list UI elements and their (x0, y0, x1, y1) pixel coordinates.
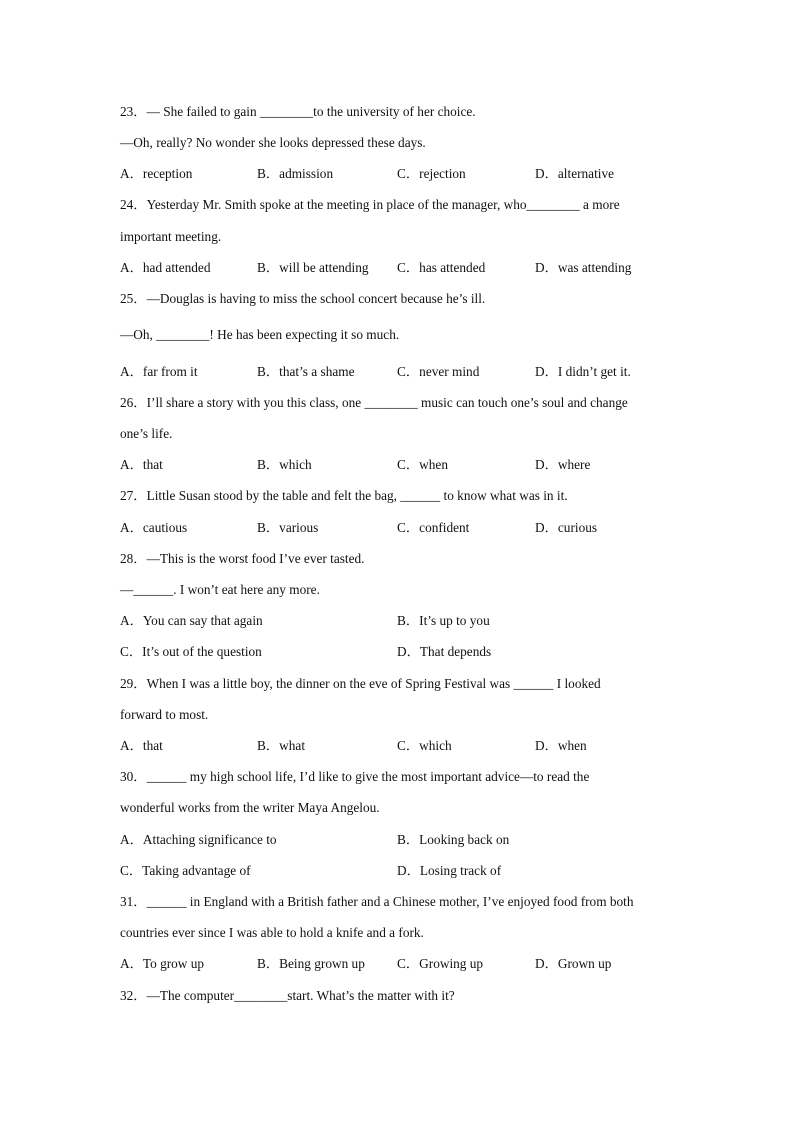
q30-option-b: B．Looking back on (397, 832, 510, 847)
q24-option-d: D．was attending (535, 260, 632, 275)
question-28-stem: 28．—This is the worst food I’ve ever tasted. (120, 551, 365, 566)
q23-option-a: A．reception (120, 166, 193, 181)
q27-option-c: C．confident (397, 520, 470, 535)
q30-option-a: A．Attaching significance to (120, 832, 277, 847)
q29-option-d: D．when (535, 738, 587, 753)
question-32-stem: 32．—The computer________start. What’s the matter with it? (120, 988, 455, 1003)
q23-option-c: C．rejection (397, 166, 466, 181)
q27-option-a: A．cautious (120, 520, 188, 535)
q31-option-c: C．Growing up (397, 956, 484, 971)
question-31-stem: 31．______ in England with a British father and a Chinese mother, I’ve enjoyed food from both (120, 894, 634, 909)
q31-option-a: A．To grow up (120, 956, 205, 971)
q23-option-b: B．admission (257, 166, 334, 181)
q31-option-b: B．Being grown up (257, 956, 365, 971)
q25-option-c: C．never mind (397, 364, 480, 379)
question-25-stem: 25．—Douglas is having to miss the school concert because he’s ill. (120, 291, 486, 306)
q31-option-d: D．Grown up (535, 956, 612, 971)
q24-option-a: A．had attended (120, 260, 211, 275)
question-24-stem-cont: important meeting. (120, 229, 222, 244)
question-26-stem: 26．I’ll share a story with you this class, one ________ music can touch one’s soul and change (120, 395, 628, 410)
question-26-stem-cont: one’s life. (120, 426, 173, 441)
q29-option-a: A．that (120, 738, 163, 753)
q29-option-c: C．which (397, 738, 452, 753)
q28-option-a: A．You can say that again (120, 613, 263, 628)
question-29-stem-cont: forward to most. (120, 707, 209, 722)
q25-option-b: B．that’s a shame (257, 364, 355, 379)
q30-option-c: C．Taking advantage of (120, 863, 251, 878)
question-27-stem: 27．Little Susan stood by the table and felt the bag, ______ to know what was in it. (120, 488, 568, 503)
q26-option-d: D．where (535, 457, 591, 472)
q27-option-d: D．curious (535, 520, 598, 535)
q28-option-c: C．It’s out of the question (120, 644, 262, 659)
q28-option-d: D．That depends (397, 644, 492, 659)
q25-option-a: A．far from it (120, 364, 198, 379)
q26-option-a: A．that (120, 457, 163, 472)
q25-option-d: D．I didn’t get it. (535, 364, 631, 379)
q24-option-b: B．will be attending (257, 260, 369, 275)
question-30-stem: 30．______ my high school life, I’d like to give the most important advice—to read the (120, 769, 590, 784)
q28-option-b: B．It’s up to you (397, 613, 490, 628)
q23-option-d: D．alternative (535, 166, 615, 181)
question-25-reply: —Oh, ________! He has been expecting it so much. (120, 327, 400, 342)
q30-option-d: D．Losing track of (397, 863, 502, 878)
question-30-stem-cont: wonderful works from the writer Maya Angelou. (120, 800, 380, 815)
question-24-stem: 24．Yesterday Mr. Smith spoke at the meeting in place of the manager, who________ a more (120, 197, 620, 212)
question-23-stem: 23．— She failed to gain ________to the university of her choice. (120, 104, 476, 119)
question-28-reply: —______. I won’t eat here any more. (120, 582, 320, 597)
q26-option-b: B．which (257, 457, 312, 472)
question-29-stem: 29．When I was a little boy, the dinner on the eve of Spring Festival was ______ I looked (120, 676, 601, 691)
q29-option-b: B．what (257, 738, 306, 753)
q27-option-b: B．various (257, 520, 319, 535)
q26-option-c: C．when (397, 457, 448, 472)
q24-option-c: C．has attended (397, 260, 486, 275)
question-23-reply: —Oh, really? No wonder she looks depressed these days. (120, 135, 426, 150)
question-31-stem-cont: countries ever since I was able to hold a knife and a fork. (120, 925, 424, 940)
